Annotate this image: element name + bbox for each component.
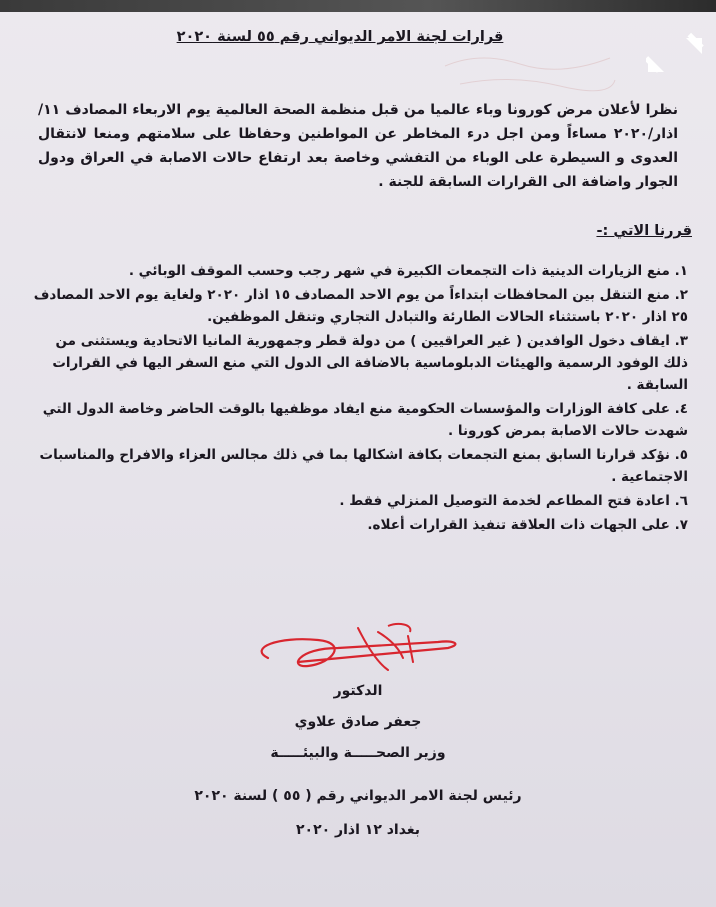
signer-honorific: الدكتور — [333, 683, 383, 699]
decisions-list — [28, 260, 688, 538]
list-item: ١. منع الزيارات الدينية ذات التجمعات الكبيرة في شهر رجب وحسب الموقف الوبائي . — [128, 263, 688, 279]
place-date: بغداد ١٢ اذار ٢٠٢٠ — [296, 822, 420, 838]
signer-committee: رئيس لجنة الامر الديواني رقم ( ٥٥ ) لسنة ٢٠٢٠ — [194, 788, 522, 804]
faded-stamp-marks — [440, 46, 620, 96]
signer-position: وزير الصحـــــة والبيئـــــة — [270, 745, 446, 761]
list-item: ٢. منع التنقل بين المحافظات ابتداءاً من يوم الاحد المصادف ١٥ اذار ٢٠٢٠ ولغاية يوم الاحد المصادف ٢٥ اذار ٢٠٢٠ باستثناء الحالات الطارئة والتبادل التجاري وتنقل الموظفين. — [33, 287, 688, 325]
top-edge — [0, 0, 716, 12]
list-item: ٧. على الجهات ذات العلاقة تنفيذ القرارات أعلاه. — [367, 517, 688, 533]
document-title: قرارات لجنة الامر الديواني رقم ٥٥ لسنة ٢٠٢٠ — [176, 29, 504, 45]
signer-name: جعفر صادق علاوي — [294, 714, 422, 730]
list-item: ٥. نؤكد قرارنا السابق بمنع التجمعات بكافة اشكالها بما في ذلك مجالس العزاء والافراح والمناسبات الاجتماعية . — [39, 447, 688, 485]
decisions-heading: قررنا الاتي :- — [596, 223, 692, 239]
list-item: ٤. على كافة الوزارات والمؤسسات الحكومية منع ايفاد موظفيها بالوقت الحاضر وخاصة الدول التي شهدت حالات الاصابة بمرض كورونا . — [42, 401, 688, 439]
expand-icon[interactable] — [646, 30, 704, 74]
signature — [238, 618, 478, 688]
list-item: ٦. اعادة فتح المطاعم لخدمة التوصيل المنزلي فقط . — [339, 493, 688, 509]
list-item: ٣. ايقاف دخول الوافدين ( غير العراقيين ) من دولة قطر وجمهورية المانيا الاتحادية ويستثنى من ذلك الوفود الرسمية والهيئات الدبلوماسية بالاضافة الى الدول التي منع السفر اليها في القرارات السابقة . — [52, 333, 688, 393]
intro-paragraph: نظرا لأعلان مرض كورونا وباء عالميا من قبل منظمة الصحة العالمية يوم الاربعاء المصادف ١١/ اذار/٢٠٢٠ مساءاً ومن اجل درء المخاطر عن المواطنين وحفاظا على سلامتهم ومنعا لانتقال العدوى و السيطرة على الوباء من التفشي وخاصة بعد ارتفاع حالات الاصابة في العراق ودول الجوار واضافة الى القرارات السابقة للجنة . — [38, 102, 678, 190]
